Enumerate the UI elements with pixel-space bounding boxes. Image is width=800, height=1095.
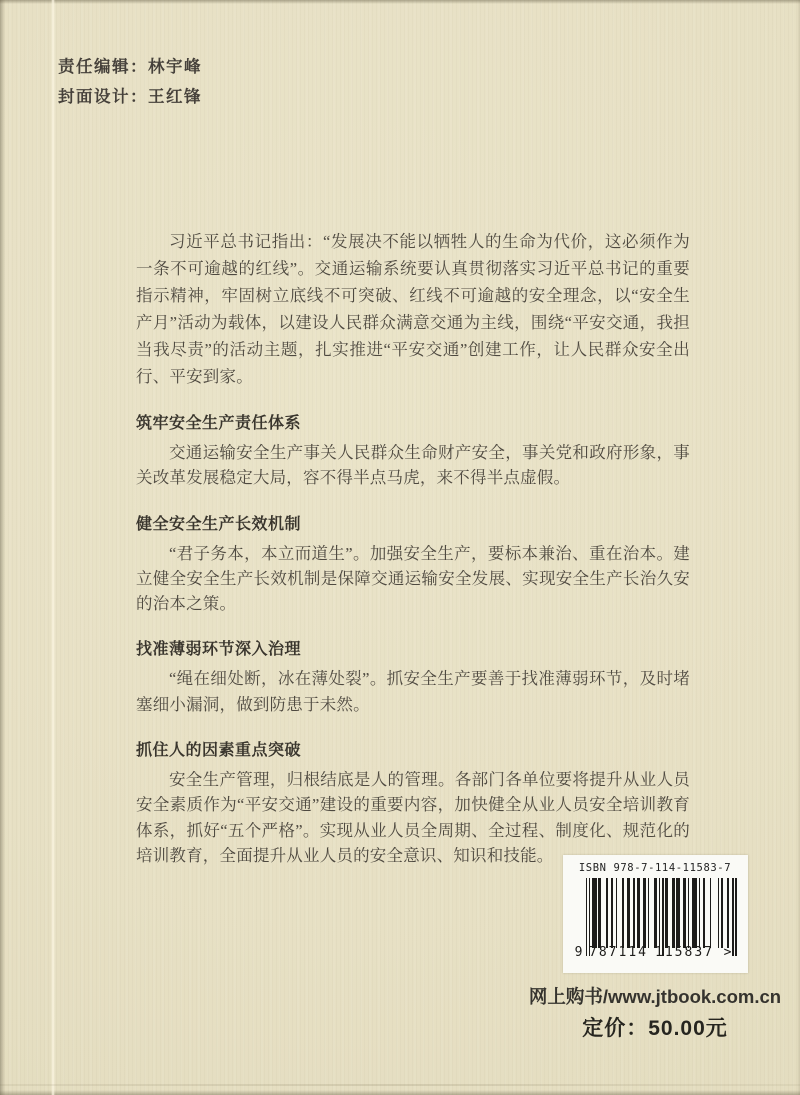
- back-cover-text: [136, 228, 690, 868]
- section-weak-links: [136, 637, 690, 717]
- section-heading: 健全安全生产长效机制: [136, 515, 302, 533]
- intro-paragraph: 习近平总书记指出：“发展决不能以牺牲人的生命为代价，这必须作为一条不可逾越的红线”。交通运输系统要认真贯彻落实习近平总书记的重要指示精神，牢固树立底线不可突破、红线不可逾越的安全理念，以“安全生产月”活动为载体，以建设人民群众满意交通为主线，围绕“平安交通，我担当我尽责”的活动主题，扎实推进“平安交通”创建工作，让人民群众安全出行、平安到家。: [136, 232, 690, 386]
- barcode-digit-group2: 115837: [655, 945, 714, 960]
- section-heading: 筑牢安全生产责任体系: [136, 415, 302, 432]
- section-heading: 找准薄弱环节深入治理: [136, 641, 302, 659]
- section-body: “绳在细处断，冰在薄处裂”。抓安全生产要善于找准薄弱环节，及时堵塞细小漏洞，做到防患于未然。: [136, 669, 690, 714]
- barcode-digits: [572, 946, 742, 960]
- barcode-digit-lead: 9: [574, 945, 583, 960]
- isbn-barcode-box: [563, 855, 748, 973]
- section-body: 交通运输安全生产事关人民群众生命财产安全，事关党和政府形象，事关改革发展稳定大局，容不得半点马虎，来不得半点虚假。: [136, 443, 690, 488]
- isbn-number: ISBN 978-7-114-11583-7: [578, 862, 732, 874]
- online-store-url: 网上购书/www.jtbook.com.cn: [528, 986, 782, 1007]
- section-body: “君子务本，本立而道生”。加强安全生产，要标本兼治、重在治本。建立健全安全生产长效机制是保障交通运输安全发展、实现安全生产长治久安的治本之策。: [136, 543, 690, 614]
- section-mechanism: [136, 512, 690, 617]
- barcode-digit-suffix: >: [723, 945, 732, 960]
- price-barcode-area: [520, 855, 790, 1042]
- designer-credit: 封面设计：王红锋: [58, 88, 202, 106]
- barcode-digit-group1: 787114: [589, 945, 648, 960]
- section-body: 安全生产管理，归根结底是人的管理。各部门各单位要将提升从业人员安全素质作为“平安交通”建设的重要内容，加快健全从业人员安全培训教育体系，抓好“五个严格”。实现从业人员全周期、全过程、制度化、规范化的培训教育，全面提升从业人员的安全意识、知识和技能。: [136, 770, 690, 865]
- credits-block: [58, 52, 202, 112]
- editor-credit: 责任编辑：林宇峰: [58, 58, 202, 76]
- section-human-factor: [136, 738, 690, 868]
- cover-fold-line: [0, 1084, 800, 1086]
- section-responsibility: [136, 411, 690, 491]
- section-heading: 抓住人的因素重点突破: [136, 742, 302, 760]
- cover-crease-line: [51, 0, 55, 1095]
- price-label: 定价：50.00元: [582, 1017, 728, 1040]
